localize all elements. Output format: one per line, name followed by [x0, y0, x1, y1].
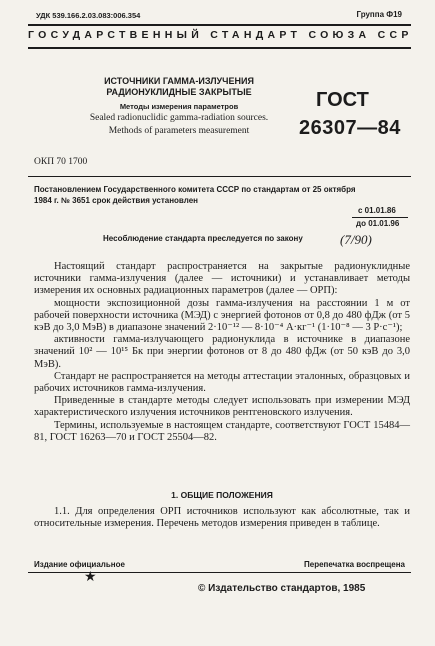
- copyright-line: © Издательство стандартов, 1985: [198, 583, 366, 594]
- clause-1-1: 1.1. Для определения ОРП источников используют как абсолютные, так и относительные измерения. Перечень методов измерения приведен в таблице.: [34, 506, 410, 530]
- group-code: Группа Ф19: [356, 10, 402, 19]
- okp-code: ОКП 70 1700: [34, 157, 88, 167]
- decree-top-rule: [28, 176, 411, 177]
- banner-bottom-rule: [28, 47, 411, 49]
- reprint-prohibited-label: Перепечатка воспрещена: [304, 560, 405, 569]
- decree-line-1: Постановлением Государственного комитета СССР по стандартам от 25 октября: [34, 185, 356, 194]
- english-title-2: Methods of parameters measurement: [108, 126, 250, 136]
- gost-number: 26307—84: [299, 117, 401, 139]
- body-paragraph-6: Термины, используемые в настоящем стандарте, соответствуют ГОСТ 15484—81, ГОСТ 16263—70 и ГОСТ 25504—82.: [34, 419, 410, 443]
- validity-from: с 01.01.86: [358, 206, 396, 215]
- validity-until: до 01.01.96: [356, 219, 400, 228]
- star-icon: ★: [84, 570, 97, 585]
- validity-divider: [352, 217, 408, 218]
- title-subtitle: Методы измерения параметров: [119, 102, 239, 111]
- decree-line-2: 1984 г. № 3651 срок действия установлен: [34, 196, 198, 205]
- title-line-2: РАДИОНУКЛИДНЫЕ ЗАКРЫТЫЕ: [106, 87, 252, 97]
- decree-block: [34, 184, 409, 206]
- noncompliance-note: Несоблюдение стандарта преследуется по закону: [103, 234, 303, 243]
- standard-banner: ГОСУДАРСТВЕННЫЙ СТАНДАРТ СОЮЗА ССР: [28, 29, 413, 41]
- top-rule: [28, 24, 411, 26]
- body-paragraph-1: Настоящий стандарт распространяется на закрытые радионуклидные источники гамма-излучения (далее — источники) и устанавливает методы измерения их основных радиационных параметров (далее — ОРП):: [34, 261, 410, 297]
- clause-block: [34, 506, 410, 530]
- english-title-1: Sealed radionuclidic gamma-radiation sources.: [89, 113, 269, 123]
- title-line-1: ИСТОЧНИКИ ГАММА-ИЗЛУЧЕНИЯ: [104, 76, 254, 86]
- section-heading: 1. ОБЩИЕ ПОЛОЖЕНИЯ: [171, 490, 273, 500]
- body-paragraph-2: мощности экспозиционной дозы гамма-излучения на расстоянии 1 м от рабочей поверхности источника (МЭД) с энергией фотонов от 0,8 до 480 фДж (от 5 кэВ до 3,0 МэВ) в диапазоне значений 2·10⁻¹² — 8·10⁻⁴ А·кг⁻¹ (1·10⁻⁸ — 3 Р·с⁻¹);: [34, 297, 410, 334]
- handwritten-annotation: (7/90): [340, 232, 372, 247]
- title-block: [84, 76, 274, 137]
- body-text: [34, 261, 410, 444]
- body-paragraph-4: Стандарт не распространяется на методы аттестации эталонных, образцовых и рабочих источников гамма-излучения.: [34, 370, 410, 395]
- udk-code: УДК 539.166.2.03.083:006.354: [36, 11, 141, 20]
- official-edition-label: Издание официальное: [34, 560, 125, 569]
- body-paragraph-3: активности гамма-излучающего радионуклида в источнике в диапазоне значений 10² — 10¹⁵ Бк при энергии фотонов от 8 до 480 фДж (от 50 кэВ до 3,0 МэВ).: [34, 334, 410, 370]
- gost-label: ГОСТ: [316, 89, 369, 111]
- body-paragraph-5: Приведенные в стандарте методы следует использовать при измерении МЭД характеристического излучения источников рентгеновского излучения.: [34, 395, 410, 419]
